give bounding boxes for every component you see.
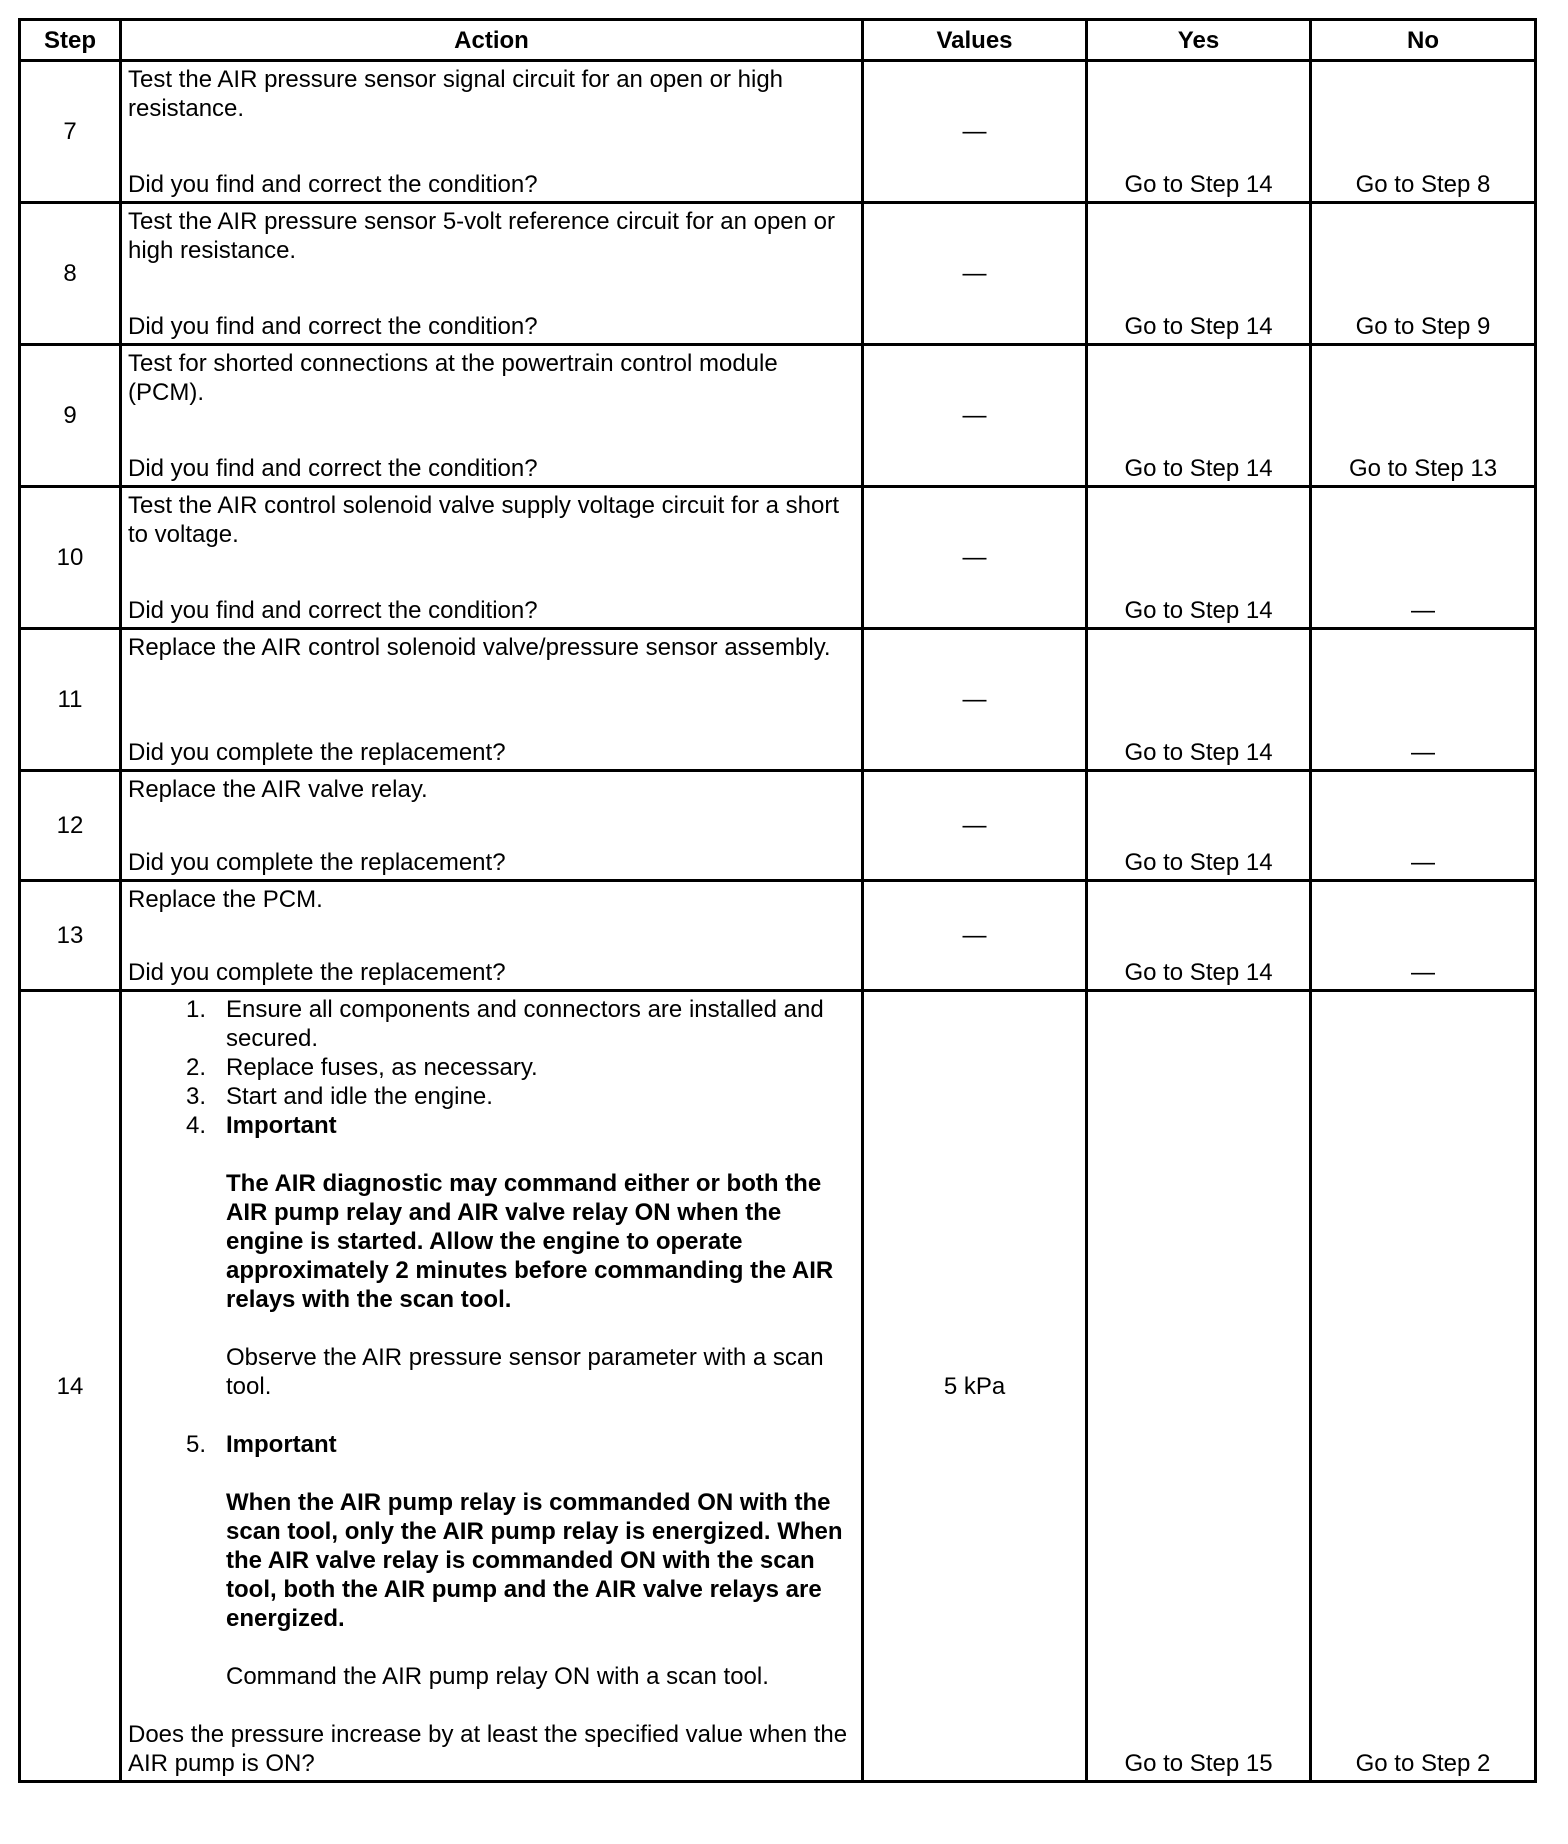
item-text: Observe the AIR pressure sensor parameter with a scan tool. bbox=[226, 1344, 824, 1400]
procedure-list bbox=[128, 995, 857, 1720]
important-heading: Important bbox=[226, 1431, 337, 1458]
step-number: 8 bbox=[20, 203, 121, 345]
table-row-step-10 bbox=[20, 487, 1536, 629]
action-question: Did you complete the replacement? bbox=[128, 959, 506, 986]
item-text: Ensure all components and connectors are installed and secured. bbox=[226, 996, 824, 1052]
no-cell: Go to Step 2 bbox=[1311, 991, 1536, 1782]
table-row-step-14 bbox=[20, 991, 1536, 1782]
no-cell: — bbox=[1311, 771, 1536, 881]
header-row bbox=[20, 20, 1536, 61]
item-text: Start and idle the engine. bbox=[226, 1083, 493, 1110]
no-cell: — bbox=[1311, 881, 1536, 991]
item-number: 5. bbox=[185, 1431, 206, 1458]
action-question: Did you find and correct the condition? bbox=[128, 597, 538, 624]
item-number: 2. bbox=[185, 1054, 206, 1081]
important-note: When the AIR pump relay is commanded ON with the scan tool, only the AIR pump relay is energized. When the AIR valve relay is commanded ON with the scan tool, both the AIR pump and the AIR valve relays are energized. bbox=[226, 1489, 843, 1632]
step-number: 10 bbox=[20, 487, 121, 629]
header-step: Step bbox=[20, 20, 121, 61]
no-cell: Go to Step 9 bbox=[1311, 203, 1536, 345]
yes-cell: Go to Step 14 bbox=[1087, 61, 1311, 203]
no-cell: Go to Step 8 bbox=[1311, 61, 1536, 203]
yes-cell: Go to Step 14 bbox=[1087, 487, 1311, 629]
action-text: Test the AIR pressure sensor 5-volt reference circuit for an open or high resistance. bbox=[128, 208, 836, 264]
action-text: Test the AIR pressure sensor signal circuit for an open or high resistance. bbox=[128, 66, 784, 122]
procedure-item bbox=[128, 1053, 857, 1082]
action-cell bbox=[121, 629, 863, 771]
step-number: 12 bbox=[20, 771, 121, 881]
yes-cell: Go to Step 14 bbox=[1087, 203, 1311, 345]
table-row-step-9 bbox=[20, 345, 1536, 487]
action-cell bbox=[121, 61, 863, 203]
header-action: Action bbox=[121, 20, 863, 61]
procedure-item bbox=[128, 995, 857, 1053]
procedure-item bbox=[128, 1430, 857, 1720]
action-question: Did you complete the replacement? bbox=[128, 849, 506, 876]
no-cell: — bbox=[1311, 487, 1536, 629]
yes-cell: Go to Step 14 bbox=[1087, 345, 1311, 487]
values-cell: — bbox=[863, 487, 1087, 629]
action-text: Replace the PCM. bbox=[128, 886, 323, 913]
action-cell bbox=[121, 203, 863, 345]
table-row-step-11 bbox=[20, 629, 1536, 771]
header-values: Values bbox=[863, 20, 1087, 61]
procedure-item bbox=[128, 1111, 857, 1430]
values-cell: — bbox=[863, 629, 1087, 771]
action-cell bbox=[121, 487, 863, 629]
action-question: Did you find and correct the condition? bbox=[128, 455, 538, 482]
action-text: Replace the AIR control solenoid valve/pressure sensor assembly. bbox=[128, 634, 831, 661]
yes-cell: Go to Step 15 bbox=[1087, 991, 1311, 1782]
step-number: 11 bbox=[20, 629, 121, 771]
values-cell: — bbox=[863, 771, 1087, 881]
yes-cell: Go to Step 14 bbox=[1087, 629, 1311, 771]
item-number: 3. bbox=[185, 1083, 206, 1110]
table-row-step-13 bbox=[20, 881, 1536, 991]
yes-cell: Go to Step 14 bbox=[1087, 771, 1311, 881]
action-question: Does the pressure increase by at least the specified value when the AIR pump is ON? bbox=[128, 1721, 848, 1777]
yes-cell: Go to Step 14 bbox=[1087, 881, 1311, 991]
step-number: 14 bbox=[20, 991, 121, 1782]
step-number: 9 bbox=[20, 345, 121, 487]
values-cell: 5 kPa bbox=[863, 991, 1087, 1782]
item-text: Command the AIR pump relay ON with a scan tool. bbox=[226, 1663, 769, 1690]
values-cell: — bbox=[863, 61, 1087, 203]
values-cell: — bbox=[863, 881, 1087, 991]
action-text: Replace the AIR valve relay. bbox=[128, 776, 428, 803]
procedure-item bbox=[128, 1082, 857, 1111]
action-question: Did you complete the replacement? bbox=[128, 739, 506, 766]
step-number: 13 bbox=[20, 881, 121, 991]
action-cell bbox=[121, 991, 863, 1782]
diagnostic-table bbox=[18, 18, 1537, 1783]
action-text: Test the AIR control solenoid valve supply voltage circuit for a short to voltage. bbox=[128, 492, 840, 548]
item-number: 4. bbox=[185, 1112, 206, 1139]
no-cell: Go to Step 13 bbox=[1311, 345, 1536, 487]
action-question: Did you find and correct the condition? bbox=[128, 313, 538, 340]
no-cell: — bbox=[1311, 629, 1536, 771]
table-row-step-8 bbox=[20, 203, 1536, 345]
table-row-step-12 bbox=[20, 771, 1536, 881]
important-heading: Important bbox=[226, 1112, 337, 1139]
values-cell: — bbox=[863, 203, 1087, 345]
action-cell bbox=[121, 881, 863, 991]
header-no: No bbox=[1311, 20, 1536, 61]
table-row-step-7 bbox=[20, 61, 1536, 203]
action-question: Did you find and correct the condition? bbox=[128, 171, 538, 198]
action-cell bbox=[121, 345, 863, 487]
item-number: 1. bbox=[185, 996, 206, 1023]
item-text: Replace fuses, as necessary. bbox=[226, 1054, 538, 1081]
action-text: Test for shorted connections at the powertrain control module (PCM). bbox=[128, 350, 778, 406]
important-note: The AIR diagnostic may command either or both the AIR pump relay and AIR valve relay ON when the engine is started. Allow the engine to operate approximately 2 minutes before commanding the AIR relays with the scan tool. bbox=[226, 1170, 834, 1313]
values-cell: — bbox=[863, 345, 1087, 487]
action-cell bbox=[121, 771, 863, 881]
header-yes: Yes bbox=[1087, 20, 1311, 61]
step-number: 7 bbox=[20, 61, 121, 203]
